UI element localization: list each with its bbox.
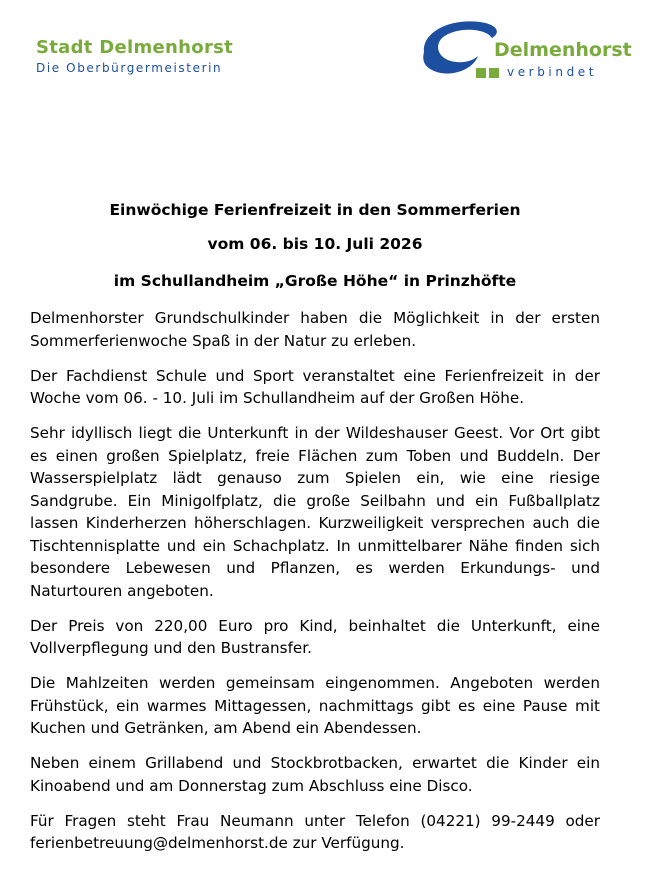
paragraph: Neben einem Grillabend und Stockbrotbacken, erwartet die Kinder ein Kinoabend und am Donnerstag zum Abschluss eine Disco. xyxy=(30,754,600,795)
body-text xyxy=(30,307,600,867)
title-line-3: im Schullandheim „Große Höhe“ in Prinzhöfte xyxy=(113,272,517,290)
logo-name: Delmenhorst xyxy=(494,39,632,61)
paragraph: Die Mahlzeiten werden gemeinsam eingenommen. Angeboten werden Frühstück, ein warmes Mittagessen, nachmittags gibt es eine Pause mit Kuchen und Getränken, am Abend ein Abendessen. xyxy=(30,674,600,737)
paragraph: Delmenhorster Grundschulkinder haben die Möglichkeit in der ersten Sommerferienwoche Spaß in der Natur zu erleben. xyxy=(30,309,600,350)
logo-tagline: verbindet xyxy=(507,65,598,79)
org-subtitle: Die Oberbürgermeisterin xyxy=(36,61,223,75)
paragraph: Sehr idyllisch liegt die Unterkunft in der Wildeshauser Geest. Vor Ort gibt es einen großen Spielplatz, freie Flächen zum Toben und Buddeln. Der Wasserspielplatz lädt genauso zum Spielen ein, wie eine riesige Sandgrube. Ein Minigolfplatz, die große Seilbahn und ein Fußballplatz lassen Kinderherzen höherschlagen. Kurzweiligkeit versprechen auch die Tischtennisplatte und ein Schachplatz. In unmittelbarer Nähe finden sich besondere Lebewesen und Pflanzen, es werden Erkundungs- und Naturtouren angeboten. xyxy=(30,424,600,600)
org-name: Stadt Delmenhorst xyxy=(36,37,234,58)
paragraph: Der Fachdienst Schule und Sport veranstaltet eine Ferienfreizeit in der Woche vom 06. - 10. Juli im Schullandheim auf der Großen Höhe. xyxy=(30,366,600,407)
city-logo xyxy=(416,16,636,82)
paragraph: Der Preis von 220,00 Euro pro Kind, beinhaltet die Unterkunft, eine Vollverpflegung und den Bustransfer. xyxy=(30,616,600,657)
org-header xyxy=(36,37,233,76)
title-line-1: Einwöchige Ferienfreizeit in den Sommerferien xyxy=(109,201,521,219)
paragraph-contact: Für Fragen steht Frau Neumann unter Telefon (04221) 99-2449 oder ferienbetreuung@delmenhorst.de zur Verfügung. xyxy=(30,811,600,852)
logo-square-icon xyxy=(476,68,486,78)
title-line-2: vom 06. bis 10. Juli 2026 xyxy=(207,235,423,253)
logo-square-icon xyxy=(489,68,499,78)
